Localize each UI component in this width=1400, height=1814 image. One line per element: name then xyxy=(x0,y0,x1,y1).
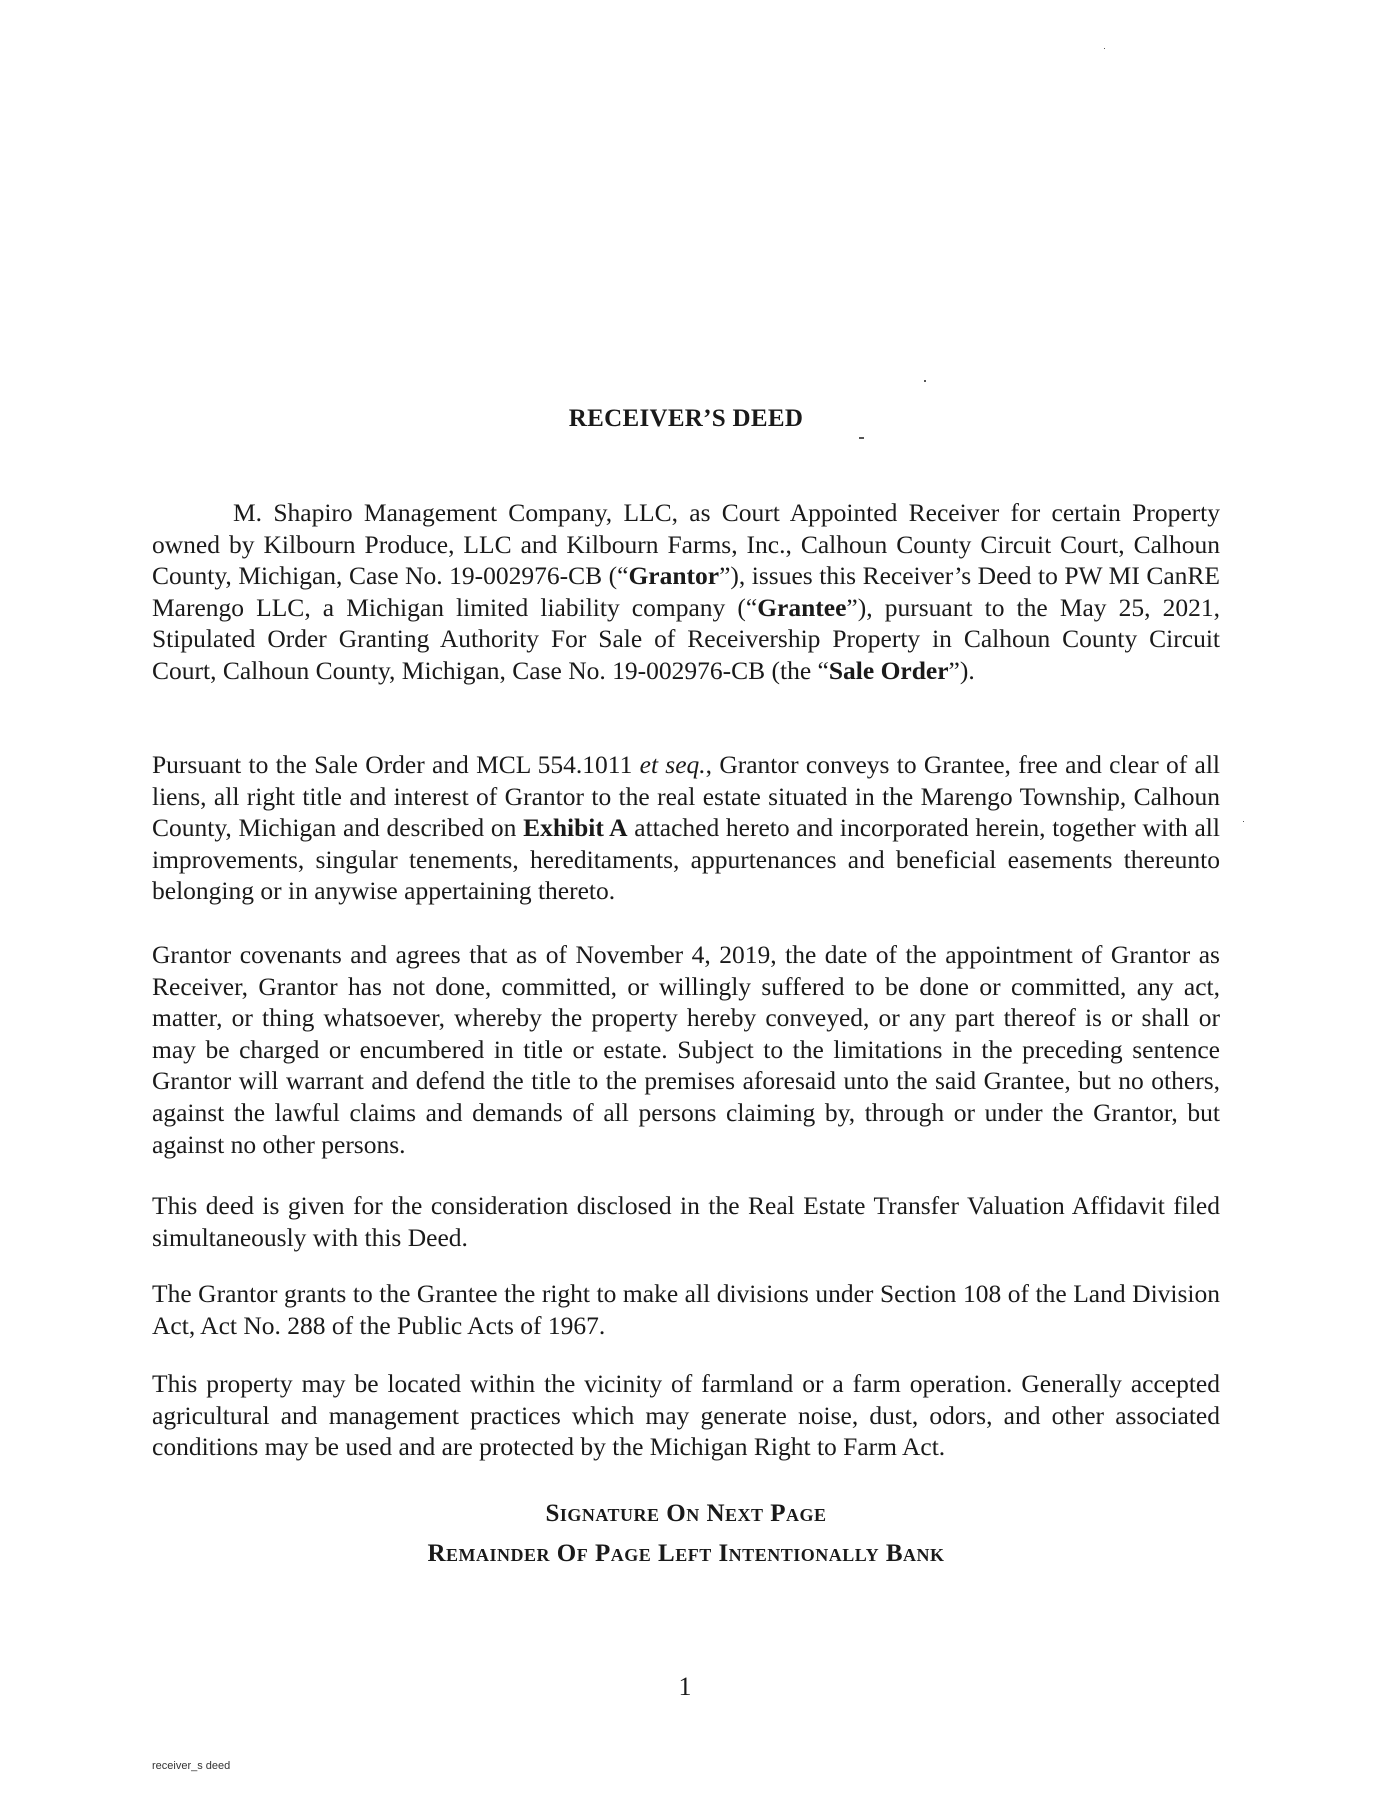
signature-notice: Signature On Next Page xyxy=(545,1500,827,1527)
paragraph-conveyance xyxy=(152,749,1220,907)
scan-speck xyxy=(1243,821,1244,822)
defined-term-grantor: Grantor xyxy=(628,561,720,591)
paragraph-right-to-farm: This property may be located within the vicinity of farmland or a farm operation. Generally accepted agricultural and management practices which may generate noise, dust, odors, and other associated conditions may be used and are protected by the Michigan Right to Farm Act. xyxy=(152,1369,1220,1462)
page-number: 1 xyxy=(678,1672,692,1701)
exhibit-reference: Exhibit A xyxy=(523,813,628,843)
paragraph-receiver-intro xyxy=(152,497,1220,687)
paragraph-text: Pursuant to the Sale Order and MCL 554.1011 xyxy=(152,750,640,779)
remainder-notice: Remainder Of Page Left Intentionally Bank xyxy=(427,1540,945,1567)
scan-speck xyxy=(924,380,926,382)
footer-document-id: receiver_s deed xyxy=(152,1760,231,1772)
paragraph-text: M. Shapiro Management Company, LLC, as Court Appointed Receiver for certain Property owned by Kilbourn Produce, LLC and Kilbourn Farms, Inc., Calhoun County Circuit Court, Calhoun County, Michigan, Case No. 19-002976-CB (“ xyxy=(152,498,1220,591)
paragraph-text: ”), pursuant to the May 25, 2021, Stipulated Order Granting Authority For Sale of Receivership Property in Calhoun County Circuit Court, Calhoun County, Michigan, Case No. 19-002976-CB (the “ xyxy=(152,592,1221,685)
scan-speck xyxy=(859,437,864,439)
scan-speck xyxy=(1104,48,1105,49)
paragraph-text: attached hereto and incorporated herein, together with all improvements, singular tenements, hereditaments, appurtenances and beneficial easements thereunto belonging or in anywise appertaining thereto. xyxy=(152,813,1220,906)
paragraph-covenants: Grantor covenants and agrees that as of November 4, 2019, the date of the appointment of Grantor as Receiver, Grantor has not done, committed, or willingly suffered to be done or committed, any act, matter, or thing whatsoever, whereby the property hereby conveyed, or any part thereof is or shall or may be charged or encumbered in title or estate. Subject to the limitations in the preceding sentence Grantor will warrant and defend the title to the premises aforesaid unto the said Grantee, but no others, against the lawful claims and demands of all persons claiming by, through or under the Grantor, but against no other persons. xyxy=(152,940,1220,1159)
paragraph-consideration: This deed is given for the consideration disclosed in the Real Estate Transfer Valuation Affidavit filed simultaneously with this Deed. xyxy=(152,1191,1220,1252)
paragraph-text: ”). xyxy=(948,655,975,685)
latin-term: et seq. xyxy=(639,750,706,779)
paragraph-text: ”), issues this Receiver’s Deed to PW MI CanRE Marengo LLC, a Michigan limited liability company (“ xyxy=(152,561,1221,622)
defined-term-grantee: Grantee xyxy=(757,592,847,622)
defined-term-sale-order: Sale Order xyxy=(828,655,949,685)
paragraph-text: , Grantor conveys to Grantee, free and clear of all liens, all right title and interest of Grantor to the real estate situated in the Marengo Township, Calhoun County, Michigan and described on xyxy=(152,750,1220,843)
document-title: RECEIVER’S DEED xyxy=(568,405,804,432)
paragraph-land-division: The Grantor grants to the Grantee the right to make all divisions under Section 108 of the Land Division Act, Act No. 288 of the Public Acts of 1967. xyxy=(152,1279,1220,1340)
